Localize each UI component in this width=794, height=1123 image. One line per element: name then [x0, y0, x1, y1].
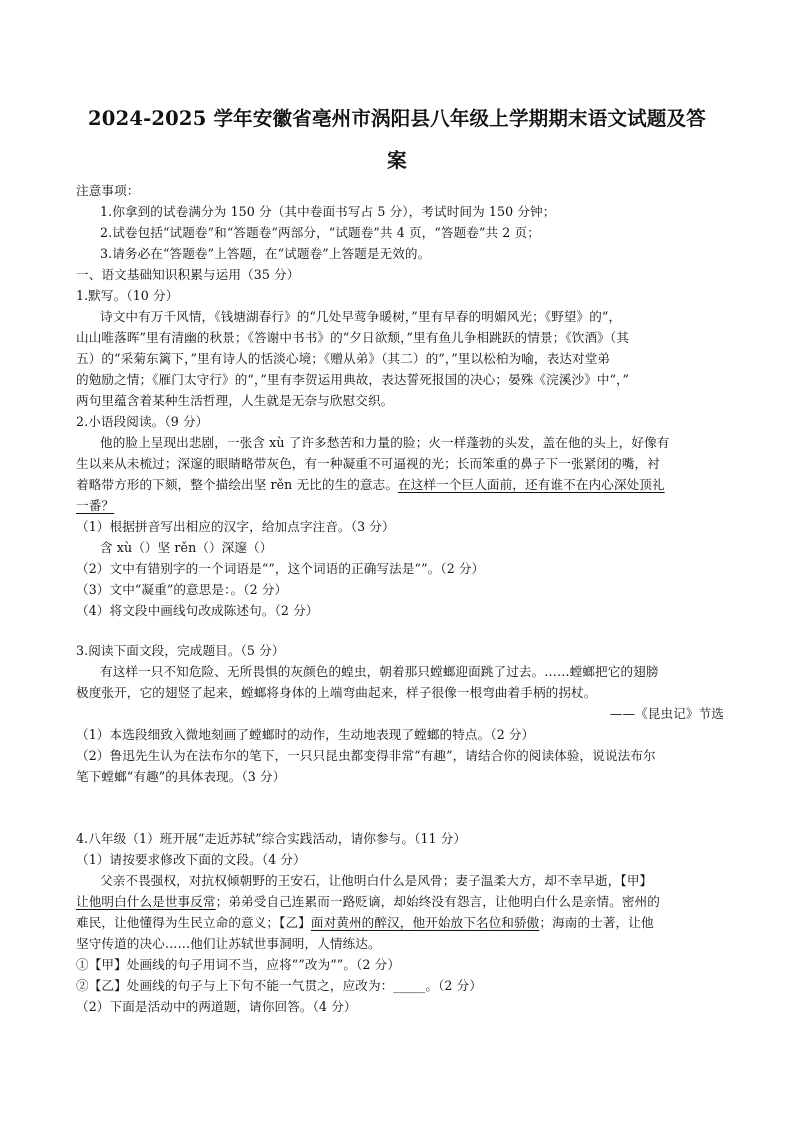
section-1-heading: 一、语文基础知识积累与运用（35 分）	[76, 267, 300, 282]
q1-line-1: 诗文中有万千风情，《钱塘湖春行》的“几处早莺争暖树，”里有早春的明媚风光；《野望》的“，	[100, 309, 622, 324]
q2-line-1: 他的脸上呈现出悲剧，一张含 xù 了许多愁苦和力量的脸；火一样蓬勃的头发，盖在他的头上，好像有	[100, 435, 670, 450]
q4-question-b-text: ②【乙】处画线的句子与上下句不能一气贯之，应改为：	[76, 978, 394, 993]
q1-line-2: 山山唯落晖”里有清幽的秋景；《答谢中书书》的“夕日欲颓，”里有鱼儿争相跳跃的情景；《饮酒》（其	[76, 330, 629, 345]
q2-line-4	[76, 495, 724, 516]
q2-sub-2: （2）文中有错别字的一个词语是“”，这个词语的正确写法是“”。（2 分）	[76, 561, 485, 576]
q1-line-3: 五）的“采菊东篱下，”里有诗人的恬淡心境；《赠从弟》（其二）的“，”里以松柏为喻，表达对堂弟	[76, 351, 611, 366]
q1-heading: 1.默写。（10 分）	[76, 288, 179, 303]
q2-underlined-sentence-b: 一番？	[76, 498, 115, 513]
notice-item-2: 2.试卷包括“试题卷”和“答题卷”两部分，“试题卷”共 4 页，“答题卷”共 2 页；	[100, 225, 540, 240]
q4-para-line-2	[76, 891, 724, 912]
q2-heading: 2.小语段阅读。（9 分）	[76, 414, 209, 429]
q4-answer-blank: _____	[393, 978, 426, 993]
q4-heading: 4.八年级（1）班开展“走近苏轼”综合实践活动，请你参与。（11 分）	[76, 831, 467, 846]
q4-question-b-score: 。（2 分）	[425, 978, 483, 993]
q4-question-a: ①【甲】处画线的句子用词不当，应将“”改为“”。（2 分）	[76, 957, 401, 972]
q4-para-line-2-rest: ；弟弟受自己连累而一路贬谪，却始终没有怨言，让他明白什么是亲情。密州的	[215, 894, 660, 909]
q4-underlined-jia: 让他明白什么是世事反常	[76, 894, 216, 909]
q2-sub-1-items: 含 xù（）坚 rěn（）深邃（）	[100, 540, 273, 555]
q3-source: ——《昆虫记》节选	[609, 706, 724, 721]
q3-line-1: 有这样一只不知危险、无所畏惧的灰颜色的蝗虫，朝着那只螳螂迎面跳了过去。……螳螂把它的翅膀	[100, 664, 659, 679]
q4-para-line-1: 父亲不畏强权，对抗权倾朝野的王安石，让他明白什么是风骨；妻子温柔大方，却不幸早逝，【甲】	[100, 873, 653, 888]
page-title	[70, 98, 724, 182]
notice-heading: 注意事项：	[76, 183, 140, 198]
q2-sub-4: （4）将文段中画线句改成陈述句。（2 分）	[76, 603, 319, 618]
q3-line-2: 极度张开，它的翅竖了起来，螳螂将身体的上端弯曲起来，样子很像一根弯曲着手柄的拐杖。	[76, 685, 597, 700]
q3-sub-2-line-1: （2）鲁迅先生认为在法布尔的笔下，一只只昆虫都变得非常“有趣”，请结合你的阅读体验，说说法布尔	[76, 748, 656, 763]
title-line-1: 2024-2025 学年安徽省亳州市涡阳县八年级上学期期末语文试题及答	[88, 107, 706, 130]
q4-para-line-3	[76, 912, 724, 933]
q2-line-2: 生以来从未梳过；深邃的眼睛略带灰色，有一种凝重不可逼视的光；长而笨重的鼻子下一张紧闭的嘴，衬	[76, 456, 660, 471]
q1-line-5: 两句里蕴含着某种生活哲理，人生就是无奈与欣慰交织。	[76, 393, 394, 408]
q3-sub-2-line-2: 笔下螳螂“有趣”的具体表现。（3 分）	[76, 769, 286, 784]
q4-question-b	[76, 975, 724, 996]
q2-underlined-sentence-a: 在这样一个巨人面前，还有谁不在内心深处顶礼	[398, 477, 665, 492]
q4-sub-2: （2）下面是活动中的两道题，请你回答。（4 分）	[76, 999, 357, 1014]
q4-para-line-3-pre: 难民，让他懂得为生民立命的意义；【乙】	[76, 915, 311, 930]
q2-sub-1: （1）根据拼音写出相应的汉字，给加点字注音。（3 分）	[76, 519, 395, 534]
notice-item-1: 1.你拿到的试卷满分为 150 分（其中卷面书写占 5 分），考试时间为 150 分钟；	[100, 204, 556, 219]
q4-para-line-3-rest: ；海南的士著，让他	[539, 915, 654, 930]
q3-heading: 3.阅读下面文段，完成题目。（5 分）	[76, 643, 285, 658]
q4-sub-1: （1）请按要求修改下面的文段。（4 分）	[76, 852, 306, 867]
notice-item-3: 3.请务必在“答题卷”上答题，在“试题卷”上答题是无效的。	[100, 246, 431, 261]
q2-line-3	[76, 474, 724, 495]
q3-sub-1: （1）本选段细致入微地刻画了螳螂时的动作，生动地表现了螳螂的特点。（2 分）	[76, 727, 535, 742]
title-line-2: 案	[387, 149, 407, 172]
q2-line-3-text: 着略带方形的下颏，整个描绘出坚 rěn 无比的生的意志。	[76, 477, 399, 492]
q2-sub-3: （3）文中“凝重”的意思是：。（2 分）	[76, 582, 288, 597]
q4-para-line-4: 坚守传道的决心……他们让苏轼世事洞明，人情练达。	[76, 936, 381, 951]
q1-line-4: 的勉励之情；《雁门太守行》的“，”里有李贺运用典故，表达誓死报国的决心；晏殊《浣溪沙》中“，”	[76, 372, 630, 387]
q4-underlined-yi: 面对黄州的醉汉，他开始放下名位和骄傲	[310, 915, 540, 930]
